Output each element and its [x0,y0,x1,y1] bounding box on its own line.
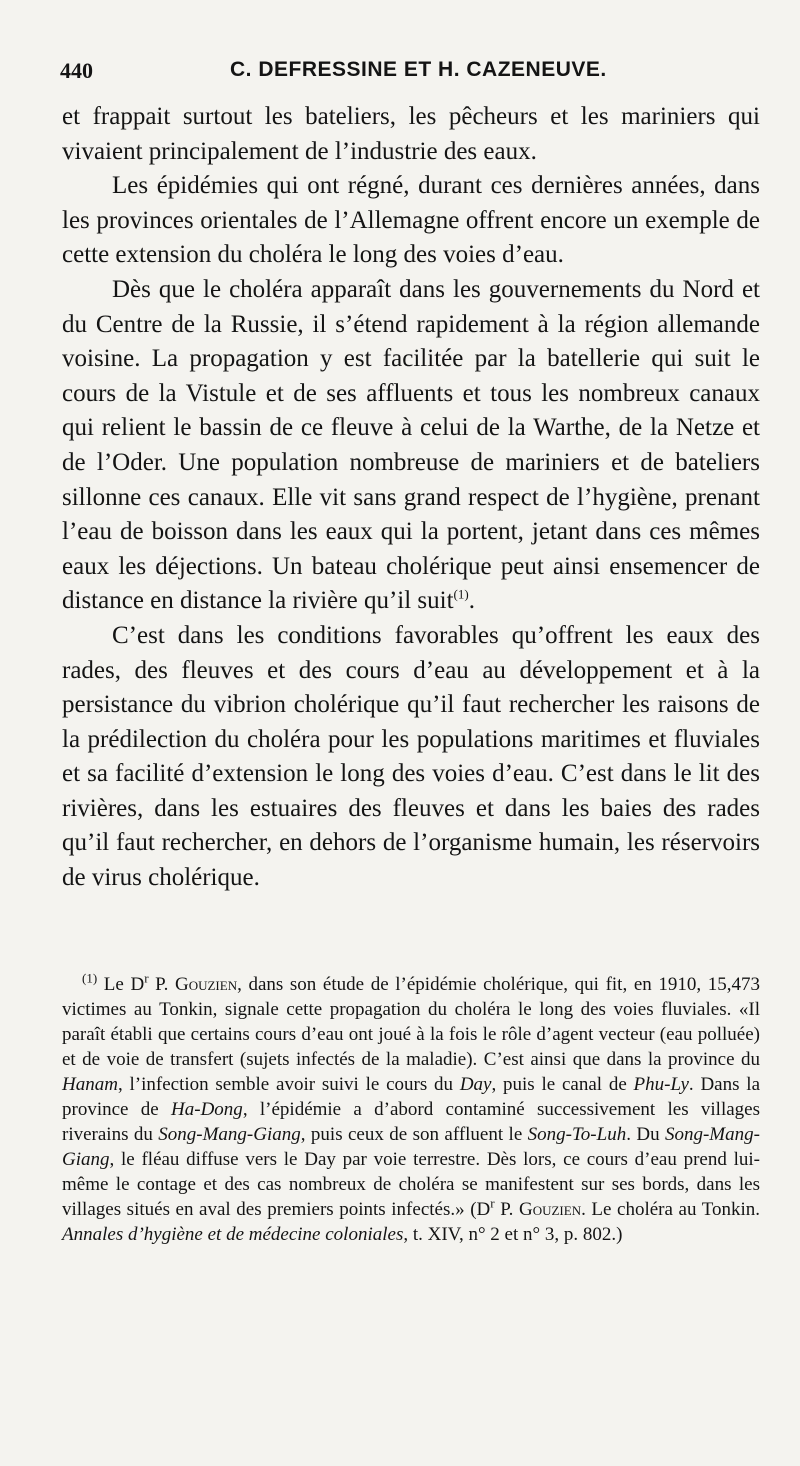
footnote-text: , le fléau diffuse vers le Day par voie terrestre. Dès lors, ce cours d’eau prend lui-même le contage et des cas nombreux de choléra se manifestent sur ses bords, dans les villages situés en aval des premiers points infectés.» (D [62,1149,760,1220]
footnote [62,972,760,1247]
footnote-place: Hanam [62,1074,118,1095]
footnote-text: , l’infection semble avoir suivi le cours du [117,1074,460,1095]
page-header [60,58,760,88]
paragraph-3-text: Dès que le choléra apparaît dans les gouvernements du Nord et du Centre de la Russie, il s’étend rapidement à la région allemande voisine. La propagation y est facilitée par la batellerie qui suit le cours de la Vistule et de ses affluents et tous les nombreux canaux qui relient le bassin de ce fleuve à celui de la Warthe, de la Netze et de l’Oder. Une population nombreuse de mariniers et de bateliers sillonne ces canaux. Elle vit sans grand respect de l’hygiène, prenant l’eau de boisson dans les eaux qui la portent, jetant dans ces mêmes eaux les déjections. Un bateau cholérique peut ainsi ensemencer de distance en distance la rivière qu’il suit [62,275,760,615]
paragraph-2: Les épidémies qui ont régné, durant ces dernières années, dans les provinces orientales de l’Allemagne offrent encore un exemple de cette extension du choléra le long des voies d’eau. [62,172,760,269]
footnote-place: Day [459,1074,492,1095]
paragraph-3-end: . [468,587,475,615]
footnote-text: . Dans la province de [62,1074,761,1120]
paragraph-3 [62,273,760,619]
footnote-text: Le D [97,974,145,995]
footnote-text: , puis ceux de son affluent le [300,1124,528,1145]
footnote-place: Ha-Dong [171,1099,243,1120]
footnote-text: , puis le canal de [491,1074,634,1095]
main-text [62,100,760,896]
paragraph-4: C’est dans les conditions favorables qu’offrent les eaux des rades, des fleuves et des cours d’eau au développement et à la persistance du vibrion cholérique qu’il faut rechercher les raisons de la prédilection du choléra pour les populations maritimes et fluviales et sa facilité d’extension le long des voies d’eau. C’est dans le lit des rivières, dans les estuaires des fleuves et dans les baies des rades qu’il faut rechercher, en dehors de l’organisme humain, les réservoirs de virus cholérique. [62,621,760,892]
footnote-sup: r [490,1195,495,1211]
footnote-journal: Annales d’hygiène et de médecine coloniales [62,1224,404,1245]
footnote-author: P. Gouzien [155,974,238,995]
page-number: 440 [60,58,93,83]
footnote-text: , t. XIV, n° 2 et n° 3, p. 802.) [403,1224,623,1245]
footnote-text: . Le choléra au Tonkin. [581,1199,761,1220]
footnote-sup: r [144,970,149,986]
footnote-place: Song-Mang-Giang [62,1124,760,1170]
footnote-place: Phu-Ly [633,1074,689,1095]
footnote-marker: (1) [82,970,98,986]
footnote-paragraph [62,972,760,1247]
footnote-text: , dans son étude de l’épidémie cholérique, qui fit, en 1910, 15,473 victimes au Tonkin, signale cette propagation du choléra le long des voies fluviales. «Il paraît établi que certains cours d’eau ont joué à la fois le rôle d’agent vecteur (eau polluée) et de voie de transfert (sujets infectés de la maladie). C’est ainsi que dans la province du [62,974,761,1070]
footnote-author: P. Gouzien [500,1199,582,1220]
footnote-reference[interactable]: (1) [453,586,469,602]
running-title: C. DEFRESSINE ET H. CAZENEUVE. [230,58,607,81]
footnote-text: . Du [626,1124,665,1145]
footnote-text: , l’épidémie a d’abord contaminé successivement les villages riverains du [62,1099,760,1145]
footnote-place: Song-To-Luh [527,1124,627,1145]
paragraph-1: et frappait surtout les bateliers, les pêcheurs et les mariniers qui vivaient principalement de l’industrie des eaux. [62,103,760,165]
footnote-place: Song-Mang-Giang [158,1124,301,1145]
